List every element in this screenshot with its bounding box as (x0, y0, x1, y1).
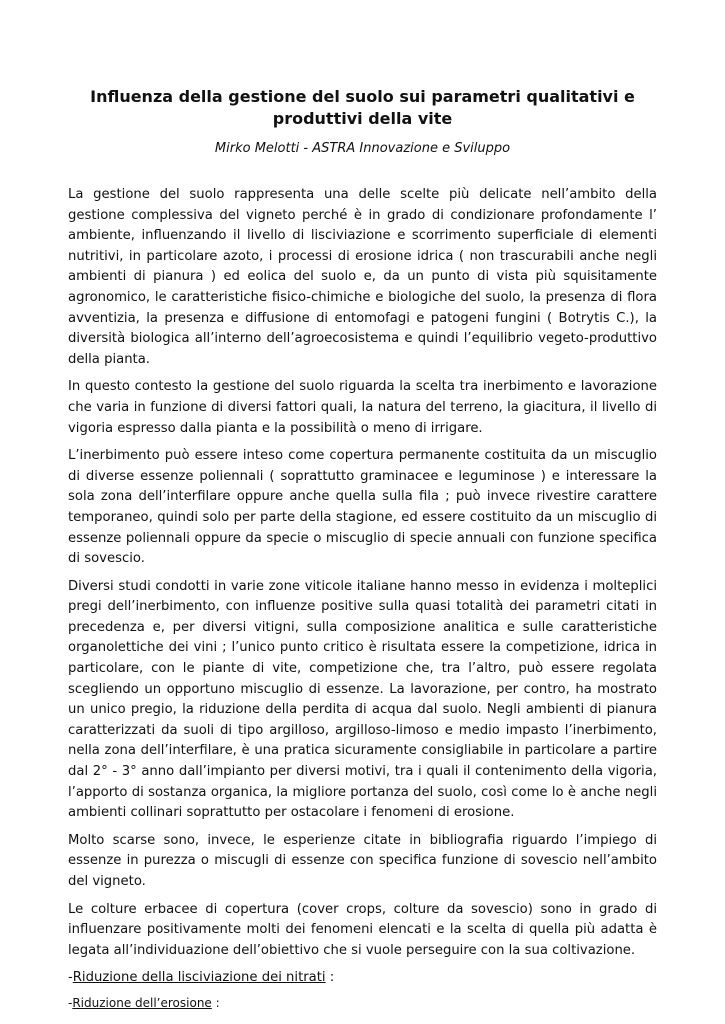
paragraph-studies: Diversi studi condotti in varie zone viticole italiane hanno messo in evidenza i molteplici pregi dell’inerbimento, con influenze positive sulla quasi totalità dei parametri citati in precedenza e, per diversi vitigni, sulla composizione analitica e sulle caratteristiche organolettiche dei vini ; l’unico punto critico è risultata essere la competizione, idrica in particolare, con le piante di vite, competizione che, tra l’altro, può essere regolata scegliendo un opportuno miscuglio di essenze. La lavorazione, per contro, ha mostrato un unico pregio, la riduzione della perdita di acqua dal suolo. Negli ambienti di pianura caratterizzati da suoli di tipo argilloso, argilloso-limoso e medio impasto l’inerbimento, nella zona dell’interfilare, è una pratica sicuramente consigliabile in particolare a partire dal 2° - 3° anno dall’impianto per diversi motivi, tra i quali il contenimento della vigoria, l’apporto di sostanza organica, la migliore portanza del suolo, così come lo è anche negli ambienti collinari soprattutto per ostacolare i fenomeni di erosione. (68, 578, 657, 821)
list-item-prefix: - (68, 970, 73, 986)
paragraph-sovescio: Molto scarse sono, invece, le esperienze citate in bibliografia riguardo l’impiego di essenze in purezza o miscugli di essenze con specifica funzione di sovescio nell’ambito del vigneto. (68, 832, 657, 889)
paragraph-context: In questo contesto la gestione del suolo riguarda la scelta tra inerbimento e lavorazione che varia in funzione di diversi fattori quali, la natura del terreno, la giacitura, il livello di vigoria espresso dalla pianta e la possibilità o meno di irrigare. (68, 379, 657, 436)
list-item-suffix: : (325, 970, 335, 986)
paragraph-intro: La gestione del suolo rappresenta una delle scelte più delicate nell’ambito della gestione complessiva del vigneto perché è in grado di condizionare profondamente l’ ambiente, influenzando il livello di lisciviazione e scorrimento superficiale di elementi nutritivi, in particolare azoto, i processi di erosione idrica ( non trascurabili anche negli ambienti di pianura ) ed eolica del suolo e, da un punto di vista più squisitamente agronomico, le caratteristiche fisico-chimiche e biologiche del suolo, la presenza di flora avventizia, la presenza e diffusione di entomofagi e patogeni fungini ( Botrytis C.), la diversità biologica all’interno dell’agroecosistema e quindi l’equilibrio vegeto-produttivo della pianta. (68, 187, 657, 367)
list-item-suffix: : (211, 995, 220, 1010)
paragraph-inerbimento: L’inerbimento può essere inteso come copertura permanente costituita da un miscuglio di diverse essenze poliennali ( soprattutto graminacee e leguminose ) e interessare la sola zona dell’interfilare oppure anche quella sulla fila ; può invece rivestire carattere temporaneo, quindi solo per parte della stagione, ed essere costituito da un miscuglio di essenze poliennali oppure da specie o miscuglio di specie annuali con funzione specifica di sovescio. (68, 448, 657, 567)
list-item-label: Riduzione dell’erosione (72, 995, 212, 1010)
list-item-erosione (68, 993, 657, 1014)
paragraph-cover-crops: Le colture erbacee di copertura (cover crops, colture da sovescio) sono in grado di influenzare positivamente molti dei fenomeni elencati e la scelta di quella più adatta è legata all’individuazione dell’obiettivo che si vuole perseguire con la sua coltivazione. (68, 901, 657, 958)
list-item-label: Riduzione della lisciviazione dei nitrati (72, 970, 326, 986)
author-line: Mirko Melotti - ASTRA Innovazione e Sviluppo (214, 141, 511, 156)
list-item-prefix: - (68, 995, 73, 1010)
document-title: Influenza della gestione del suolo sui parametri qualitativi e produttivi della vite (90, 87, 635, 128)
document-page (68, 86, 657, 1018)
list-item-nitrati (68, 968, 657, 989)
